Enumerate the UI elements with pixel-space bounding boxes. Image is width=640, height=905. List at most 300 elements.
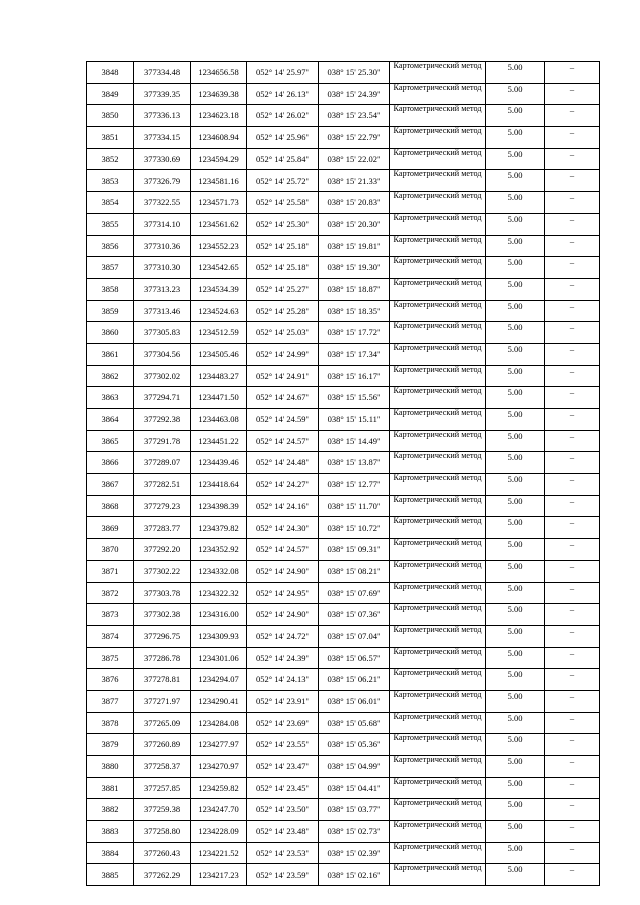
y-coordinate-cell: 1234439.46: [191, 452, 247, 474]
note-cell: –: [545, 343, 600, 365]
point-number-cell: 3885: [87, 864, 134, 886]
x-coordinate-cell: 377330.69: [134, 148, 191, 170]
longitude-cell: 038° 15' 22.02": [319, 148, 390, 170]
accuracy-cell: 5.00: [486, 560, 545, 582]
accuracy-cell: 5.00: [486, 300, 545, 322]
y-coordinate-cell: 1234322.32: [191, 582, 247, 604]
method-cell: Картометрический метод: [390, 604, 486, 626]
y-coordinate-cell: 1234221.52: [191, 842, 247, 864]
longitude-cell: 038° 15' 12.77": [319, 474, 390, 496]
latitude-cell: 052° 14' 25.27": [247, 278, 319, 300]
accuracy-cell: 5.00: [486, 734, 545, 756]
method-cell: Картометрический метод: [390, 864, 486, 886]
method-cell: Картометрический метод: [390, 560, 486, 582]
method-cell: Картометрический метод: [390, 387, 486, 409]
x-coordinate-cell: 377322.55: [134, 192, 191, 214]
table-row: [87, 734, 600, 756]
method-cell: Картометрический метод: [390, 712, 486, 734]
latitude-cell: 052° 14' 23.48": [247, 821, 319, 843]
point-number-cell: 3852: [87, 148, 134, 170]
method-cell: Картометрический метод: [390, 842, 486, 864]
y-coordinate-cell: 1234284.08: [191, 712, 247, 734]
accuracy-cell: 5.00: [486, 409, 545, 431]
accuracy-cell: 5.00: [486, 604, 545, 626]
latitude-cell: 052° 14' 24.13": [247, 669, 319, 691]
latitude-cell: 052° 14' 24.90": [247, 560, 319, 582]
y-coordinate-cell: 1234247.70: [191, 799, 247, 821]
x-coordinate-cell: 377303.78: [134, 582, 191, 604]
x-coordinate-cell: 377310.30: [134, 257, 191, 279]
table-row: [87, 821, 600, 843]
y-coordinate-cell: 1234581.16: [191, 170, 247, 192]
x-coordinate-cell: 377313.46: [134, 300, 191, 322]
x-coordinate-cell: 377294.71: [134, 387, 191, 409]
note-cell: –: [545, 430, 600, 452]
point-number-cell: 3867: [87, 474, 134, 496]
longitude-cell: 038° 15' 19.81": [319, 235, 390, 257]
latitude-cell: 052° 14' 24.16": [247, 495, 319, 517]
x-coordinate-cell: 377265.09: [134, 712, 191, 734]
latitude-cell: 052° 14' 24.72": [247, 625, 319, 647]
y-coordinate-cell: 1234524.63: [191, 300, 247, 322]
latitude-cell: 052° 14' 24.59": [247, 409, 319, 431]
y-coordinate-cell: 1234534.39: [191, 278, 247, 300]
y-coordinate-cell: 1234483.27: [191, 365, 247, 387]
note-cell: –: [545, 756, 600, 778]
method-cell: Картометрический метод: [390, 777, 486, 799]
latitude-cell: 052° 14' 25.97": [247, 62, 319, 84]
latitude-cell: 052° 14' 24.48": [247, 452, 319, 474]
note-cell: –: [545, 62, 600, 84]
latitude-cell: 052° 14' 24.57": [247, 430, 319, 452]
x-coordinate-cell: 377291.78: [134, 430, 191, 452]
y-coordinate-cell: 1234290.41: [191, 690, 247, 712]
y-coordinate-cell: 1234571.73: [191, 192, 247, 214]
point-number-cell: 3851: [87, 127, 134, 149]
longitude-cell: 038° 15' 21.33": [319, 170, 390, 192]
x-coordinate-cell: 377304.56: [134, 343, 191, 365]
method-cell: Картометрический метод: [390, 365, 486, 387]
method-cell: Картометрический метод: [390, 582, 486, 604]
method-cell: Картометрический метод: [390, 322, 486, 344]
note-cell: –: [545, 105, 600, 127]
y-coordinate-cell: 1234623.18: [191, 105, 247, 127]
y-coordinate-cell: 1234309.93: [191, 625, 247, 647]
note-cell: –: [545, 625, 600, 647]
note-cell: –: [545, 127, 600, 149]
accuracy-cell: 5.00: [486, 669, 545, 691]
method-cell: Картометрический метод: [390, 430, 486, 452]
latitude-cell: 052° 14' 26.02": [247, 105, 319, 127]
latitude-cell: 052° 14' 25.30": [247, 213, 319, 235]
point-number-cell: 3880: [87, 756, 134, 778]
point-number-cell: 3848: [87, 62, 134, 84]
y-coordinate-cell: 1234398.39: [191, 495, 247, 517]
method-cell: Картометрический метод: [390, 62, 486, 84]
y-coordinate-cell: 1234294.07: [191, 669, 247, 691]
note-cell: –: [545, 83, 600, 105]
x-coordinate-cell: 377334.48: [134, 62, 191, 84]
accuracy-cell: 5.00: [486, 864, 545, 886]
note-cell: –: [545, 257, 600, 279]
accuracy-cell: 5.00: [486, 625, 545, 647]
point-number-cell: 3884: [87, 842, 134, 864]
x-coordinate-cell: 377310.36: [134, 235, 191, 257]
latitude-cell: 052° 14' 25.28": [247, 300, 319, 322]
table-row: [87, 387, 600, 409]
x-coordinate-cell: 377302.38: [134, 604, 191, 626]
point-number-cell: 3881: [87, 777, 134, 799]
point-number-cell: 3855: [87, 213, 134, 235]
x-coordinate-cell: 377279.23: [134, 495, 191, 517]
table-row: [87, 170, 600, 192]
method-cell: Картометрический метод: [390, 495, 486, 517]
point-number-cell: 3868: [87, 495, 134, 517]
latitude-cell: 052° 14' 23.91": [247, 690, 319, 712]
note-cell: –: [545, 278, 600, 300]
point-number-cell: 3863: [87, 387, 134, 409]
method-cell: Картометрический метод: [390, 409, 486, 431]
x-coordinate-cell: 377302.22: [134, 560, 191, 582]
table-row: [87, 430, 600, 452]
x-coordinate-cell: 377262.29: [134, 864, 191, 886]
method-cell: Картометрический метод: [390, 257, 486, 279]
table-row: [87, 105, 600, 127]
table-row: [87, 777, 600, 799]
latitude-cell: 052° 14' 25.58": [247, 192, 319, 214]
y-coordinate-cell: 1234561.62: [191, 213, 247, 235]
note-cell: –: [545, 517, 600, 539]
table-row: [87, 235, 600, 257]
note-cell: –: [545, 213, 600, 235]
table-row: [87, 409, 600, 431]
accuracy-cell: 5.00: [486, 495, 545, 517]
point-number-cell: 3849: [87, 83, 134, 105]
method-cell: Картометрический метод: [390, 452, 486, 474]
latitude-cell: 052° 14' 25.72": [247, 170, 319, 192]
point-number-cell: 3869: [87, 517, 134, 539]
point-number-cell: 3875: [87, 647, 134, 669]
longitude-cell: 038° 15' 22.79": [319, 127, 390, 149]
note-cell: –: [545, 409, 600, 431]
longitude-cell: 038° 15' 19.30": [319, 257, 390, 279]
y-coordinate-cell: 1234639.38: [191, 83, 247, 105]
longitude-cell: 038° 15' 10.72": [319, 517, 390, 539]
longitude-cell: 038° 15' 02.39": [319, 842, 390, 864]
y-coordinate-cell: 1234277.97: [191, 734, 247, 756]
longitude-cell: 038° 15' 24.39": [319, 83, 390, 105]
method-cell: Картометрический метод: [390, 690, 486, 712]
y-coordinate-cell: 1234463.08: [191, 409, 247, 431]
x-coordinate-cell: 377260.43: [134, 842, 191, 864]
latitude-cell: 052° 14' 24.67": [247, 387, 319, 409]
y-coordinate-cell: 1234316.00: [191, 604, 247, 626]
table-row: [87, 322, 600, 344]
accuracy-cell: 5.00: [486, 148, 545, 170]
y-coordinate-cell: 1234352.92: [191, 539, 247, 561]
method-cell: Картометрический метод: [390, 235, 486, 257]
accuracy-cell: 5.00: [486, 105, 545, 127]
latitude-cell: 052° 14' 25.03": [247, 322, 319, 344]
accuracy-cell: 5.00: [486, 647, 545, 669]
method-cell: Картометрический метод: [390, 625, 486, 647]
y-coordinate-cell: 1234228.09: [191, 821, 247, 843]
point-number-cell: 3872: [87, 582, 134, 604]
y-coordinate-cell: 1234451.22: [191, 430, 247, 452]
method-cell: Картометрический метод: [390, 799, 486, 821]
point-number-cell: 3878: [87, 712, 134, 734]
table-row: [87, 62, 600, 84]
x-coordinate-cell: 377278.81: [134, 669, 191, 691]
longitude-cell: 038° 15' 18.87": [319, 278, 390, 300]
latitude-cell: 052° 14' 24.91": [247, 365, 319, 387]
x-coordinate-cell: 377260.89: [134, 734, 191, 756]
accuracy-cell: 5.00: [486, 474, 545, 496]
note-cell: –: [545, 842, 600, 864]
latitude-cell: 052° 14' 24.90": [247, 604, 319, 626]
latitude-cell: 052° 14' 23.45": [247, 777, 319, 799]
x-coordinate-cell: 377282.51: [134, 474, 191, 496]
x-coordinate-cell: 377302.02: [134, 365, 191, 387]
latitude-cell: 052° 14' 24.27": [247, 474, 319, 496]
x-coordinate-cell: 377296.75: [134, 625, 191, 647]
longitude-cell: 038° 15' 11.70": [319, 495, 390, 517]
point-number-cell: 3861: [87, 343, 134, 365]
longitude-cell: 038° 15' 07.36": [319, 604, 390, 626]
table-row: [87, 365, 600, 387]
note-cell: –: [545, 365, 600, 387]
x-coordinate-cell: 377258.37: [134, 756, 191, 778]
table-row: [87, 604, 600, 626]
table-row: [87, 452, 600, 474]
method-cell: Картометрический метод: [390, 192, 486, 214]
table-row: [87, 192, 600, 214]
accuracy-cell: 5.00: [486, 582, 545, 604]
table-row: [87, 278, 600, 300]
point-number-cell: 3866: [87, 452, 134, 474]
point-number-cell: 3853: [87, 170, 134, 192]
table-row: [87, 582, 600, 604]
y-coordinate-cell: 1234608.94: [191, 127, 247, 149]
method-cell: Картометрический метод: [390, 647, 486, 669]
method-cell: Картометрический метод: [390, 821, 486, 843]
y-coordinate-cell: 1234594.29: [191, 148, 247, 170]
accuracy-cell: 5.00: [486, 517, 545, 539]
accuracy-cell: 5.00: [486, 777, 545, 799]
point-number-cell: 3859: [87, 300, 134, 322]
longitude-cell: 038° 15' 05.68": [319, 712, 390, 734]
method-cell: Картометрический метод: [390, 213, 486, 235]
point-number-cell: 3874: [87, 625, 134, 647]
method-cell: Картометрический метод: [390, 474, 486, 496]
longitude-cell: 038° 15' 18.35": [319, 300, 390, 322]
method-cell: Картометрический метод: [390, 127, 486, 149]
table-row: [87, 474, 600, 496]
longitude-cell: 038° 15' 17.34": [319, 343, 390, 365]
note-cell: –: [545, 235, 600, 257]
note-cell: –: [545, 799, 600, 821]
point-number-cell: 3857: [87, 257, 134, 279]
point-number-cell: 3871: [87, 560, 134, 582]
accuracy-cell: 5.00: [486, 343, 545, 365]
latitude-cell: 052° 14' 23.47": [247, 756, 319, 778]
longitude-cell: 038° 15' 15.56": [319, 387, 390, 409]
method-cell: Картометрический метод: [390, 83, 486, 105]
accuracy-cell: 5.00: [486, 170, 545, 192]
table-row: [87, 864, 600, 886]
table-row: [87, 669, 600, 691]
note-cell: –: [545, 647, 600, 669]
y-coordinate-cell: 1234270.97: [191, 756, 247, 778]
table-row: [87, 842, 600, 864]
table-row: [87, 257, 600, 279]
accuracy-cell: 5.00: [486, 799, 545, 821]
note-cell: –: [545, 712, 600, 734]
longitude-cell: 038° 15' 06.57": [319, 647, 390, 669]
y-coordinate-cell: 1234505.46: [191, 343, 247, 365]
table-row: [87, 539, 600, 561]
note-cell: –: [545, 495, 600, 517]
accuracy-cell: 5.00: [486, 62, 545, 84]
latitude-cell: 052° 14' 23.55": [247, 734, 319, 756]
longitude-cell: 038° 15' 07.69": [319, 582, 390, 604]
x-coordinate-cell: 377314.10: [134, 213, 191, 235]
point-number-cell: 3883: [87, 821, 134, 843]
longitude-cell: 038° 15' 07.04": [319, 625, 390, 647]
y-coordinate-cell: 1234418.64: [191, 474, 247, 496]
accuracy-cell: 5.00: [486, 756, 545, 778]
note-cell: –: [545, 300, 600, 322]
y-coordinate-cell: 1234379.82: [191, 517, 247, 539]
point-number-cell: 3858: [87, 278, 134, 300]
table-row: [87, 799, 600, 821]
note-cell: –: [545, 474, 600, 496]
x-coordinate-cell: 377326.79: [134, 170, 191, 192]
y-coordinate-cell: 1234552.23: [191, 235, 247, 257]
latitude-cell: 052° 14' 25.18": [247, 257, 319, 279]
point-number-cell: 3864: [87, 409, 134, 431]
longitude-cell: 038° 15' 06.01": [319, 690, 390, 712]
method-cell: Картометрический метод: [390, 343, 486, 365]
x-coordinate-cell: 377283.77: [134, 517, 191, 539]
longitude-cell: 038° 15' 14.49": [319, 430, 390, 452]
accuracy-cell: 5.00: [486, 430, 545, 452]
latitude-cell: 052° 14' 24.99": [247, 343, 319, 365]
point-number-cell: 3873: [87, 604, 134, 626]
x-coordinate-cell: 377257.85: [134, 777, 191, 799]
x-coordinate-cell: 377271.97: [134, 690, 191, 712]
latitude-cell: 052° 14' 25.96": [247, 127, 319, 149]
y-coordinate-cell: 1234259.82: [191, 777, 247, 799]
latitude-cell: 052° 14' 24.30": [247, 517, 319, 539]
accuracy-cell: 5.00: [486, 842, 545, 864]
point-number-cell: 3860: [87, 322, 134, 344]
accuracy-cell: 5.00: [486, 452, 545, 474]
accuracy-cell: 5.00: [486, 821, 545, 843]
longitude-cell: 038° 15' 05.36": [319, 734, 390, 756]
latitude-cell: 052° 14' 23.53": [247, 842, 319, 864]
latitude-cell: 052° 14' 24.39": [247, 647, 319, 669]
longitude-cell: 038° 15' 08.21": [319, 560, 390, 582]
table-row: [87, 495, 600, 517]
latitude-cell: 052° 14' 25.84": [247, 148, 319, 170]
note-cell: –: [545, 192, 600, 214]
accuracy-cell: 5.00: [486, 192, 545, 214]
accuracy-cell: 5.00: [486, 365, 545, 387]
table-row: [87, 148, 600, 170]
longitude-cell: 038° 15' 04.99": [319, 756, 390, 778]
accuracy-cell: 5.00: [486, 690, 545, 712]
point-number-cell: 3876: [87, 669, 134, 691]
point-number-cell: 3879: [87, 734, 134, 756]
accuracy-cell: 5.00: [486, 539, 545, 561]
accuracy-cell: 5.00: [486, 387, 545, 409]
method-cell: Картометрический метод: [390, 517, 486, 539]
note-cell: –: [545, 669, 600, 691]
note-cell: –: [545, 539, 600, 561]
point-number-cell: 3854: [87, 192, 134, 214]
note-cell: –: [545, 148, 600, 170]
x-coordinate-cell: 377334.15: [134, 127, 191, 149]
method-cell: Картометрический метод: [390, 734, 486, 756]
x-coordinate-cell: 377336.13: [134, 105, 191, 127]
coordinates-table: [86, 61, 600, 886]
method-cell: Картометрический метод: [390, 300, 486, 322]
note-cell: –: [545, 322, 600, 344]
note-cell: –: [545, 734, 600, 756]
latitude-cell: 052° 14' 23.50": [247, 799, 319, 821]
table-row: [87, 300, 600, 322]
x-coordinate-cell: 377259.38: [134, 799, 191, 821]
table-body: [87, 62, 600, 886]
accuracy-cell: 5.00: [486, 83, 545, 105]
longitude-cell: 038° 15' 23.54": [319, 105, 390, 127]
method-cell: Картометрический метод: [390, 278, 486, 300]
method-cell: Картометрический метод: [390, 756, 486, 778]
table-row: [87, 712, 600, 734]
latitude-cell: 052° 14' 23.69": [247, 712, 319, 734]
table-row: [87, 560, 600, 582]
latitude-cell: 052° 14' 24.57": [247, 539, 319, 561]
longitude-cell: 038° 15' 20.30": [319, 213, 390, 235]
longitude-cell: 038° 15' 02.73": [319, 821, 390, 843]
accuracy-cell: 5.00: [486, 322, 545, 344]
note-cell: –: [545, 452, 600, 474]
accuracy-cell: 5.00: [486, 278, 545, 300]
method-cell: Картометрический метод: [390, 539, 486, 561]
x-coordinate-cell: 377292.38: [134, 409, 191, 431]
note-cell: –: [545, 560, 600, 582]
longitude-cell: 038° 15' 25.30": [319, 62, 390, 84]
accuracy-cell: 5.00: [486, 213, 545, 235]
table-row: [87, 343, 600, 365]
note-cell: –: [545, 690, 600, 712]
longitude-cell: 038° 15' 13.87": [319, 452, 390, 474]
accuracy-cell: 5.00: [486, 712, 545, 734]
x-coordinate-cell: 377258.80: [134, 821, 191, 843]
x-coordinate-cell: 377313.23: [134, 278, 191, 300]
longitude-cell: 038° 15' 04.41": [319, 777, 390, 799]
table-row: [87, 690, 600, 712]
point-number-cell: 3870: [87, 539, 134, 561]
longitude-cell: 038° 15' 03.77": [319, 799, 390, 821]
y-coordinate-cell: 1234217.23: [191, 864, 247, 886]
point-number-cell: 3862: [87, 365, 134, 387]
x-coordinate-cell: 377305.83: [134, 322, 191, 344]
y-coordinate-cell: 1234542.65: [191, 257, 247, 279]
table-row: [87, 756, 600, 778]
y-coordinate-cell: 1234656.58: [191, 62, 247, 84]
